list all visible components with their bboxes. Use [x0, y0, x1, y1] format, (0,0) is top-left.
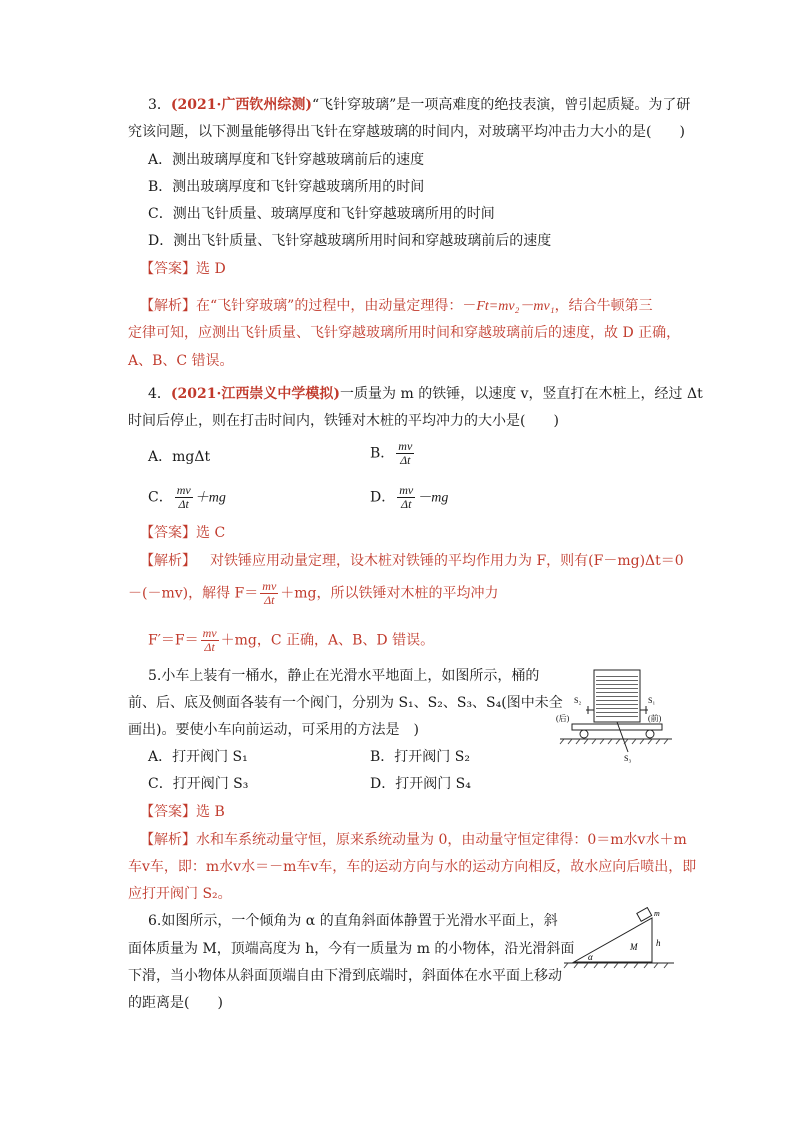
q6-stem-3: 下滑，当小物体从斜面顶端自由下滑到底端时，斜面体在水平面上移动 [128, 968, 562, 984]
q5-analysis-3: 应打开阀门 S₂。 [128, 886, 232, 902]
q4-option-c: C． $\frac{mv}{\Delta t}$ ＋mg [148, 483, 226, 511]
svg-text:α: α [588, 952, 593, 962]
q4-option-b: B． $\frac{mv}{\Delta t}$ [370, 439, 413, 467]
q3-option-b: B．测出玻璃厚度和飞针穿越玻璃所用的时间 [148, 179, 425, 195]
q6-stem-2: 面体质量为 M，顶端高度为 h，今有一质量为 m 的小物体，沿光滑斜面 [128, 941, 575, 957]
q3-stem-2: 究该问题，以下测量能够得出飞针在穿越玻璃的时间内，对玻璃平均冲击力大小的是( ) [128, 124, 685, 140]
fraction-mv-dt: $\frac{mv}{\Delta t}$ [399, 483, 414, 511]
q5-option-a: A．打开阀门 S₁ [148, 749, 248, 765]
analysis-label: 【解析】 [140, 298, 196, 314]
q5-analysis-1: 【解析】水和车系统动量守恒，原来系统动量为 0，由动量守恒定律得：0＝m水v水＋m [140, 832, 687, 848]
q5-stem-3: 画出)。要使小车向前运动，可采用的方法是 ) [128, 722, 419, 738]
q6-stem-4: 的距离是( ) [128, 995, 223, 1011]
svg-text:h: h [656, 938, 661, 948]
fraction-mv-dt: $\frac{mv}{\Delta t}$ [202, 626, 217, 654]
q3-number: 3． [148, 97, 171, 113]
answer-label: 【答案】 [140, 261, 196, 277]
q3-option-a: A．测出玻璃厚度和飞针穿越玻璃前后的速度 [148, 152, 425, 168]
q4-answer: 【答案】选 C [140, 525, 226, 541]
svg-text:S₃: S₃ [624, 754, 632, 763]
answer-value: 选 D [196, 261, 226, 277]
q3-stem-1: “飞针穿玻璃”是一项高难度的绝技表演，曾引起质疑。为了研 [312, 97, 691, 113]
q4-number: 4． [148, 386, 171, 402]
q5-answer: 【答案】选 B [140, 804, 225, 820]
fraction-mv-dt: $\frac{mv}{\Delta t}$ [398, 439, 413, 467]
q3-analysis-3: A、B、C 错误。 [128, 353, 234, 369]
svg-text:M: M [630, 942, 638, 952]
q5-option-d: D．打开阀门 S₄ [370, 776, 471, 792]
incline-figure [560, 906, 680, 972]
q3-answer [140, 260, 226, 278]
q4-analysis-2: －(－mv)，解得 F＝ $\frac{mv}{\Delta t}$ ＋mg，所以铁锤对木桩的平均冲力 [128, 579, 499, 607]
q3-source: (2021·广西钦州综测) [170, 97, 313, 113]
q5-option-b: B．打开阀门 S₂ [370, 749, 470, 765]
q4-option-d: D． $\frac{mv}{\Delta t}$ －mg [370, 483, 449, 511]
q6-stem-1: 6.如图所示，一个倾角为 α 的直角斜面体静置于光滑水平面上，斜 [148, 913, 558, 929]
q5-analysis-2: 车v车，即：m水v水＝－m车v车，车的运动方向与水的运动方向相反，故水应向后喷出，即 [128, 859, 697, 875]
q3-option-c: C．测出飞针质量、玻璃厚度和飞针穿越玻璃所用的时间 [148, 206, 495, 222]
fraction-mv-dt: $\frac{mv}{\Delta t}$ [262, 579, 277, 607]
q5-stem-1: 5.小车上装有一桶水，静止在光滑水平地面上，如图所示，桶的 [148, 668, 540, 684]
q4-analysis-1: 【解析】 对铁锤应用动量定理，设木桩对铁锤的平均作用力为 F，则有(F－mg)Δt＝0 [140, 553, 684, 569]
q3-option-d: D．测出飞针质量、飞针穿越玻璃所用时间和穿越玻璃前后的速度 [148, 233, 552, 249]
q3-line1 [148, 96, 690, 114]
svg-text:(前): (前) [648, 714, 662, 723]
q3-analysis-1: 【解析】在“飞针穿玻璃”的过程中，由动量定理得：－Ft=mv₂－mv₁，结合牛顿第三 [140, 298, 653, 314]
q4-analysis-3: F′＝F＝ $\frac{mv}{\Delta t}$ ＋mg，C 正确，A、B、D 错误。 [148, 626, 435, 654]
svg-text:S₂: S₂ [574, 696, 582, 705]
cart-bucket-figure [556, 666, 676, 766]
q4-line1 [148, 385, 703, 403]
q5-stem-2: 前、后、底及侧面各装有一个阀门，分别为 S₁、S₂、S₃、S₄(图中未全 [128, 695, 563, 711]
q4-source: (2021·江西崇义中学模拟) [170, 386, 341, 402]
q4-stem-1: 一质量为 m 的铁锤，以速度 v，竖直打在木桩上，经过 Δt [340, 386, 703, 402]
q3-analysis-2: 定律可知，应测出飞针质量、飞针穿越玻璃所用时间和穿越玻璃前后的速度，故 D 正确， [128, 325, 681, 341]
fraction-mv-dt: $\frac{mv}{\Delta t}$ [176, 483, 191, 511]
svg-text:S₁: S₁ [648, 696, 656, 705]
svg-text:m: m [654, 909, 660, 918]
svg-text:(后): (后) [556, 714, 570, 723]
q5-option-c: C．打开阀门 S₃ [148, 776, 249, 792]
impulse-formula: Ft=mv₂－mv₁ [476, 299, 555, 314]
q4-stem-2: 时间后停止，则在打击时间内，铁锤对木桩的平均冲力的大小是( ) [128, 413, 559, 429]
q4-option-a: A．mgΔt [148, 449, 211, 465]
